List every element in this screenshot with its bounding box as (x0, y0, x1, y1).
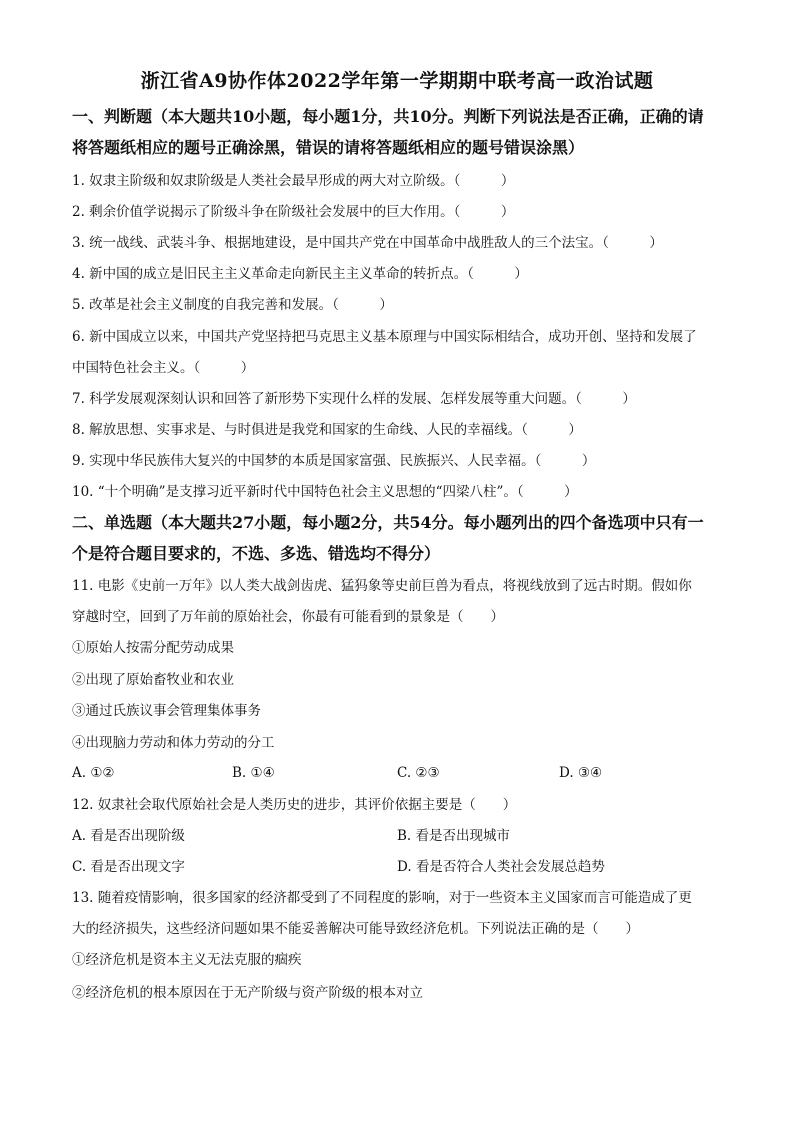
question-12: 12. 奴隶社会取代原始社会是人类历史的进步，其评价依据主要是（ ） (72, 797, 517, 813)
section-1-heading-line-2: 将答题纸相应的题号正确涂黑，错误的请将答题纸相应的题号错误涂黑） (72, 138, 585, 157)
question-11-statement-3: ③通过氏族议事会管理集体事务 (72, 703, 261, 719)
question-11-statement-4: ④出现脑力劳动和体力劳动的分工 (72, 735, 275, 751)
question-11-statement-2: ②出现了原始畜牧业和农业 (72, 672, 234, 688)
question-2: 2. 剩余价值学说揭示了阶级斗争在阶级社会发展中的巨大作用。（ ） (72, 204, 515, 220)
page-title: 浙江省A9协作体2022学年第一学期期中联考高一政治试题 (140, 70, 654, 92)
question-11-line-1: 11. 电影《史前一万年》以人类大战剑齿虎、猛犸象等史前巨兽为看点，将视线放到了远古时期。假如你 (72, 578, 692, 594)
question-11-option-d: D. ③④ (559, 765, 603, 781)
question-7: 7. 科学发展观深刻认识和回答了新形势下实现什么样的发展、怎样发展等重大问题。（ ） (72, 391, 636, 407)
question-13-line-1: 13. 随着疫情影响，很多国家的经济都受到了不同程度的影响，对于一些资本主义国家而言可能造成了更 (72, 890, 692, 906)
question-4: 4. 新中国的成立是旧民主主义革命走向新民主主义革命的转折点。（ ） (72, 266, 528, 282)
question-12-option-a: A. 看是否出现阶级 (72, 828, 185, 844)
question-9: 9. 实现中华民族伟大复兴的中国梦的本质是国家富强、民族振兴、人民幸福。（ ） (72, 453, 596, 469)
question-13-statement-2: ②经济危机的根本原因在于无产阶级与资产阶级的根本对立 (72, 985, 423, 1001)
question-11-option-b: B. ①④ (232, 765, 275, 781)
question-6-line-2: 中国特色社会主义。（ ） (72, 360, 255, 376)
section-2-heading (72, 507, 732, 569)
question-13-line-2: 大的经济损失，这些经济问题如果不能妥善解决可能导致经济危机。下列说法正确的是（ ） (72, 921, 639, 937)
question-6-line-1: 6. 新中国成立以来，中国共产党坚持把马克思主义基本原理与中国实际相结合，成功开创、坚持和发展了 (72, 329, 697, 345)
question-12-option-c: C. 看是否出现文字 (72, 859, 185, 875)
question-11-option-c: C. ②③ (397, 765, 440, 781)
question-11-option-a: A. ①② (72, 765, 115, 781)
question-13-statement-1: ①经济危机是资本主义无法克服的痼疾 (72, 952, 302, 968)
question-1: 1. 奴隶主阶级和奴隶阶级是人类社会最早形成的两大对立阶级。（ ） (72, 173, 515, 189)
question-11-statement-1: ①原始人按需分配劳动成果 (72, 640, 234, 656)
section-2-heading-line-2: 个是符合题目要求的，不选、多选、错选均不得分） (72, 544, 441, 563)
question-12-option-b: B. 看是否出现城市 (397, 828, 511, 844)
section-1-heading (72, 101, 732, 163)
question-8: 8. 解放思想、实事求是、与时俱进是我党和国家的生命线、人民的幸福线。（ ） (72, 422, 582, 438)
section-2-heading-line-1: 二、单选题（本大题共27小题，每小题2分，共54分。每小题列出的四个备选项中只有一 (72, 513, 704, 532)
question-12-option-d: D. 看是否符合人类社会发展总趋势 (397, 859, 605, 875)
question-10: 10. “十个明确”是支撑习近平新时代中国特色社会主义思想的“四梁八柱”。（ ） (72, 484, 578, 500)
question-11-line-2: 穿越时空，回到了万年前的原始社会，你最有可能看到的景象是（ ） (72, 609, 504, 625)
section-1-heading-line-1: 一、判断题（本大题共10小题，每小题1分，共10分。判断下列说法是否正确，正确的请 (72, 107, 704, 126)
question-5: 5. 改革是社会主义制度的自我完善和发展。（ ） (72, 297, 393, 313)
question-3: 3. 统一战线、武装斗争、根据地建设，是中国共产党在中国革命中战胜敌人的三个法宝。（ ） (72, 235, 663, 251)
